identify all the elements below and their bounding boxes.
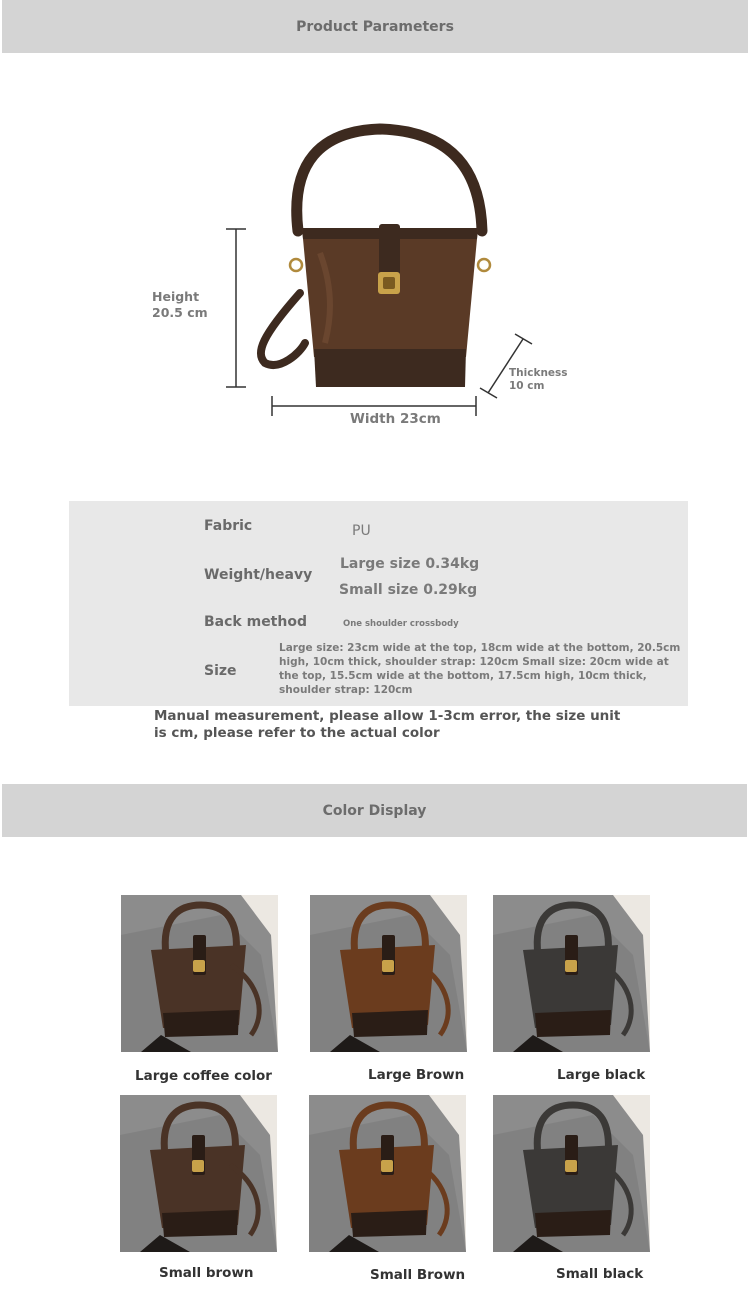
color-swatch-image[interactable] [493,895,650,1052]
back-method-value: One shoulder crossbody [343,619,459,629]
fabric-label: Fabric [204,518,253,534]
color-swatch-label: Large Brown [368,1067,465,1083]
weight-large-value: Large size 0.34kg [340,556,480,572]
measurement-note: Manual measurement, please allow 1-3cm error, the size unit is cm, please refer to the actual color [154,708,621,741]
weight-small-value: Small size 0.29kg [339,582,478,598]
parameters-table [69,501,688,706]
product-parameters-title: Product Parameters [296,18,454,35]
color-swatch-label: Small black [556,1266,644,1282]
size-value: Large size: 23cm wide at the top, 18cm wide at the bottom, 20.5cm high, 10cm thick, shoulder strap: 120cm Small size: 20cm wide at the top, 15.5cm wide at the bottom, 17.5cm high, 10cm thick, shoulder strap: 120cm [279,642,681,696]
color-display-title: Color Display [322,802,427,819]
weight-label: Weight/heavy [204,567,313,583]
fabric-value: PU [352,523,371,539]
color-swatch-image[interactable] [493,1095,650,1252]
bag-photo [120,1095,277,1252]
bag-photo [121,895,278,1052]
color-swatch-image[interactable] [310,895,467,1052]
color-swatch-label: Large black [557,1067,646,1083]
back-method-label: Back method [204,614,307,630]
color-swatch-label: Small Brown [370,1267,466,1283]
bag-photo [493,895,650,1052]
product-parameters-banner [2,0,748,53]
height-label: Height 20.5 cm [152,289,208,320]
thickness-label: Thickness 10 cm [509,367,568,392]
bag-photo [310,895,467,1052]
color-swatch-image[interactable] [120,1095,277,1252]
size-label: Size [204,663,237,679]
bag-photo [493,1095,650,1252]
color-swatch-image[interactable] [121,895,278,1052]
color-swatch-label: Large coffee color [135,1068,272,1084]
color-swatch-image[interactable] [309,1095,466,1252]
bag-photo [309,1095,466,1252]
width-label: Width 23cm [350,411,441,427]
dimension-diagram [0,53,750,473]
bag-illustration [0,53,750,473]
color-swatch-label: Small brown [159,1265,254,1281]
color-display-banner [2,784,747,837]
